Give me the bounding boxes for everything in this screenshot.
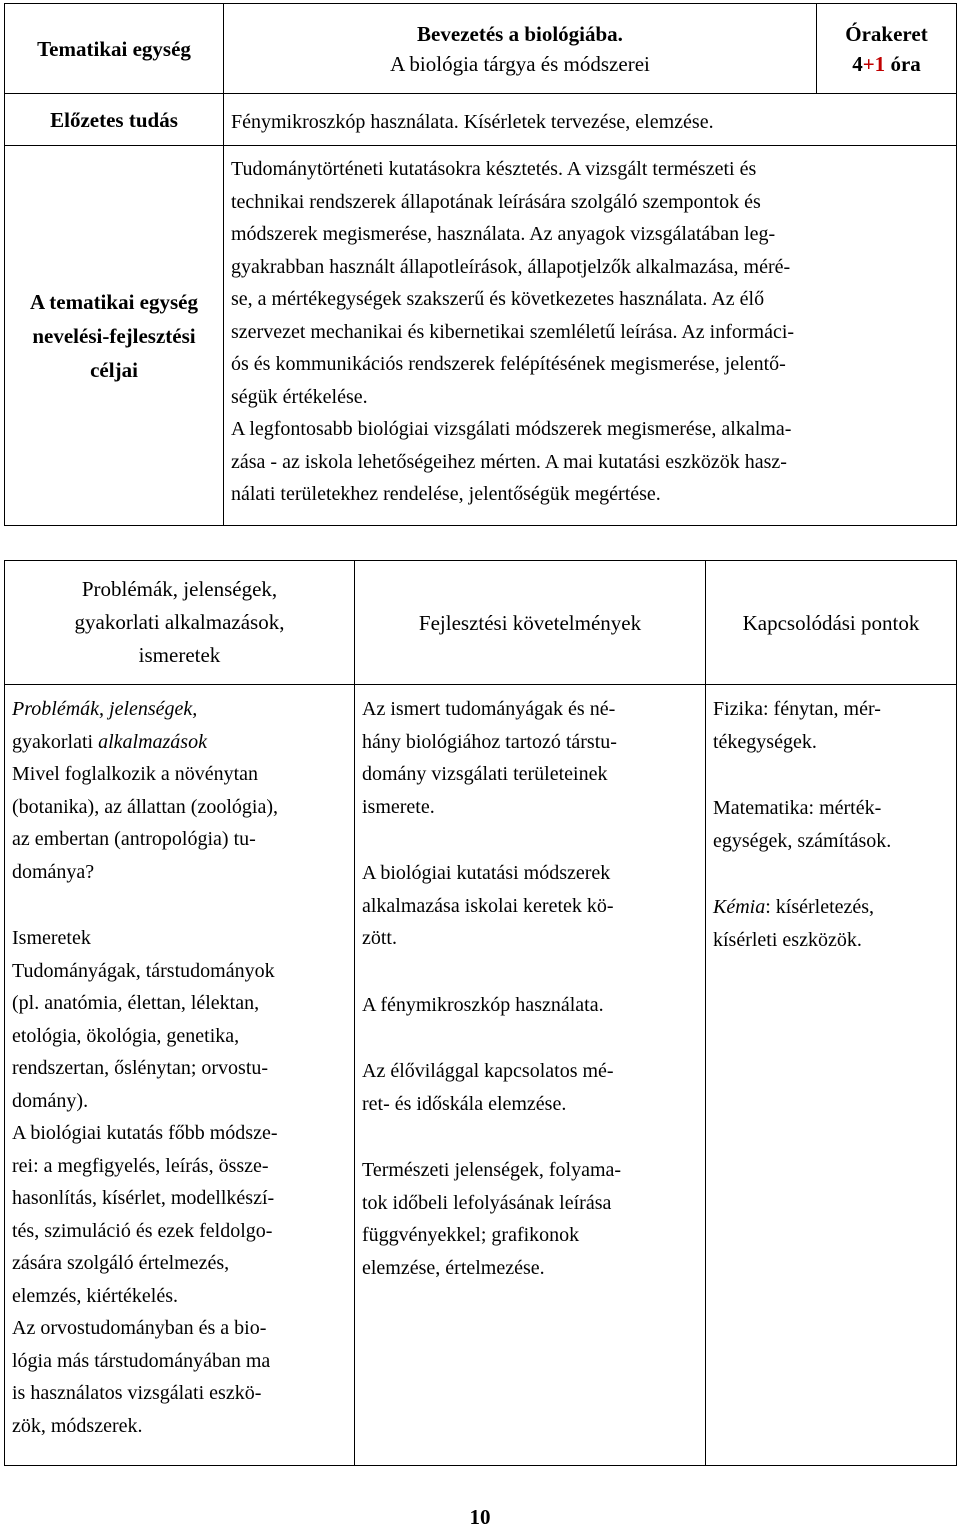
col1-line: Mivel foglalkozik a növénytan	[12, 763, 259, 785]
col1-line: A biológiai kutatás főbb módsze-	[12, 1122, 278, 1144]
goals-line: nálati területekhez rendelése, jelentőségük megértése.	[231, 483, 661, 505]
hours-plus: +1	[862, 51, 886, 76]
col2-line: domány vizsgálati területeinek	[362, 763, 608, 785]
col1-header-line: ismeretek	[138, 643, 221, 667]
requirement-paragraph	[362, 989, 697, 1022]
col1-line: (botanika), az állattan (zoológia),	[12, 795, 278, 818]
col1-line: tés, szimuláció és ezek feldolgo-	[12, 1219, 273, 1242]
col2-line: tok időbeli lefolyásának leírása	[362, 1191, 612, 1214]
col2-line: Az ismert tudományágak és né-	[362, 698, 616, 720]
col1-line: dománya?	[12, 860, 95, 883]
col1-header	[5, 561, 355, 685]
connection-chemistry	[713, 891, 948, 956]
col1-line: Tudományágak, társtudományok	[12, 959, 275, 982]
thematic-unit-table	[4, 3, 957, 526]
applications-heading	[12, 726, 346, 759]
col2-line: elemzése, értelmezése.	[362, 1256, 545, 1279]
col3-line: kísérleti eszközök.	[713, 928, 862, 951]
col3-content	[706, 685, 957, 1466]
hours-label: Órakeret	[845, 21, 928, 46]
col1-content	[5, 685, 355, 1466]
applications-italic: alkalmazások	[98, 730, 207, 753]
goals-line: A legfontosabb biológiai vizsgálati módszerek megismerése, alkalma-	[231, 418, 792, 440]
goals-line: módszerek megismerése, használata. Az anyagok vizsgálatában leg-	[231, 223, 776, 245]
goals-label	[5, 146, 224, 526]
requirement-paragraph	[362, 857, 697, 955]
goals-label-line2: nevelési-fejlesztési	[32, 323, 196, 348]
col3-line: : kísérletezés,	[765, 896, 875, 918]
hours-cell	[817, 4, 957, 94]
goals-line: ségük értékelése.	[231, 385, 368, 408]
col1-line: elemzés, kiértékelés.	[12, 1284, 179, 1307]
col1-line: etológia, ökológia, genetika,	[12, 1024, 240, 1047]
unit-title-line1: Bevezetés a biológiába.	[417, 21, 623, 46]
goals-label-line1: A tematikai egység	[30, 289, 198, 314]
goals-text	[224, 146, 957, 526]
goals-line: ós és kommunikációs rendszerek felépítésének megismerése, jelentő-	[231, 353, 786, 375]
col2-line: Az élővilággal kapcsolatos mé-	[362, 1060, 614, 1082]
col1-line: rei: a megfigyelés, leírás, össze-	[12, 1154, 269, 1177]
col2-line: hány biológiához tartozó társtu-	[362, 730, 617, 753]
col1-line: az embertan (antropológia) tu-	[12, 828, 256, 850]
col1-header-line: gyakorlati alkalmazások,	[74, 610, 285, 634]
col1-line: Ismeretek	[12, 927, 91, 949]
goals-line: Tudománytörténeti kutatásokra késztetés. A vizsgált természeti és	[231, 158, 757, 180]
col1-line: rendszertan, őslénytan; orvostu-	[12, 1057, 269, 1079]
col2-header: Fejlesztési követelmények	[355, 561, 706, 685]
thematic-unit-label: Tematikai egység	[5, 4, 224, 94]
col1-line: (pl. anatómia, élettan, lélektan,	[12, 992, 260, 1014]
prior-knowledge-label: Előzetes tudás	[5, 94, 224, 146]
goals-label-line3: céljai	[90, 357, 138, 382]
col2-line: függvényekkel; grafikonok	[362, 1224, 580, 1246]
connection-math	[713, 792, 948, 857]
page-number: 10	[469, 1505, 491, 1529]
col3-line: egységek, számítások.	[713, 829, 892, 852]
applications-plain: gyakorlati	[12, 730, 99, 753]
col2-line: alkalmazása iskolai keretek kö-	[362, 894, 614, 917]
col2-line: Természeti jelenségek, folyama-	[362, 1159, 622, 1181]
col3-line: tékegységek.	[713, 730, 817, 753]
connection-physics	[713, 693, 948, 758]
content-table	[4, 560, 957, 1466]
col3-line: Matematika: mérték-	[713, 797, 882, 819]
col2-line: A fénymikroszkóp használata.	[362, 993, 604, 1016]
col2-line: zött.	[362, 927, 397, 949]
col1-line: hasonlítás, kísérlet, modellkészí-	[12, 1187, 275, 1209]
col1-line: zására szolgáló értelmezés,	[12, 1252, 230, 1274]
col1-line: lógia más társtudományában ma	[12, 1349, 271, 1372]
subject-chemistry: Kémia	[713, 896, 766, 918]
goals-line: zása - az iskola lehetőségeihez mérten. A mai kutatási eszközök hasz-	[231, 450, 787, 473]
requirement-paragraph	[362, 693, 697, 823]
col2-line: A biológiai kutatási módszerek	[362, 862, 611, 884]
col2-content	[355, 685, 706, 1466]
requirement-paragraph	[362, 1055, 697, 1120]
subject-physics: Fizika	[713, 698, 763, 720]
unit-title-line2: A biológia tárgya és módszerei	[390, 51, 650, 76]
unit-title	[224, 4, 817, 94]
col1-line: domány).	[12, 1089, 89, 1112]
hours-base: 4	[852, 51, 863, 76]
col3-header: Kapcsolódási pontok	[706, 561, 957, 685]
goals-line: szervezet mechanikai és kibernetikai szemléletű leírása. Az informáci-	[231, 320, 795, 343]
col1-line: zök, módszerek.	[12, 1414, 143, 1437]
goals-line: technikai rendszerek állapotának leírására szolgáló szempontok és	[231, 190, 761, 213]
col3-line: : fénytan, mér-	[763, 698, 881, 720]
goals-line: gyakrabban használt állapotleírások, állapotjelzők alkalmazása, méré-	[231, 255, 791, 278]
col2-line: ismerete.	[362, 795, 435, 818]
goals-line: se, a mértékegységek szakszerű és következetes használata. Az élő	[231, 288, 765, 310]
prior-knowledge-text: Fénymikroszkóp használata. Kísérletek tervezése, elemzése.	[224, 94, 957, 146]
col1-line: is használatos vizsgálati eszkö-	[12, 1382, 262, 1404]
col2-line: ret- és időskála elemzése.	[362, 1092, 567, 1115]
problems-heading: Problémák, jelenségek,	[12, 698, 198, 720]
col1-line: Az orvostudományban és a bio-	[12, 1317, 267, 1339]
hours-unit: óra	[885, 51, 921, 76]
hours-value	[817, 49, 956, 79]
requirement-paragraph	[362, 1154, 697, 1284]
col1-header-line: Problémák, jelenségek,	[81, 577, 278, 601]
